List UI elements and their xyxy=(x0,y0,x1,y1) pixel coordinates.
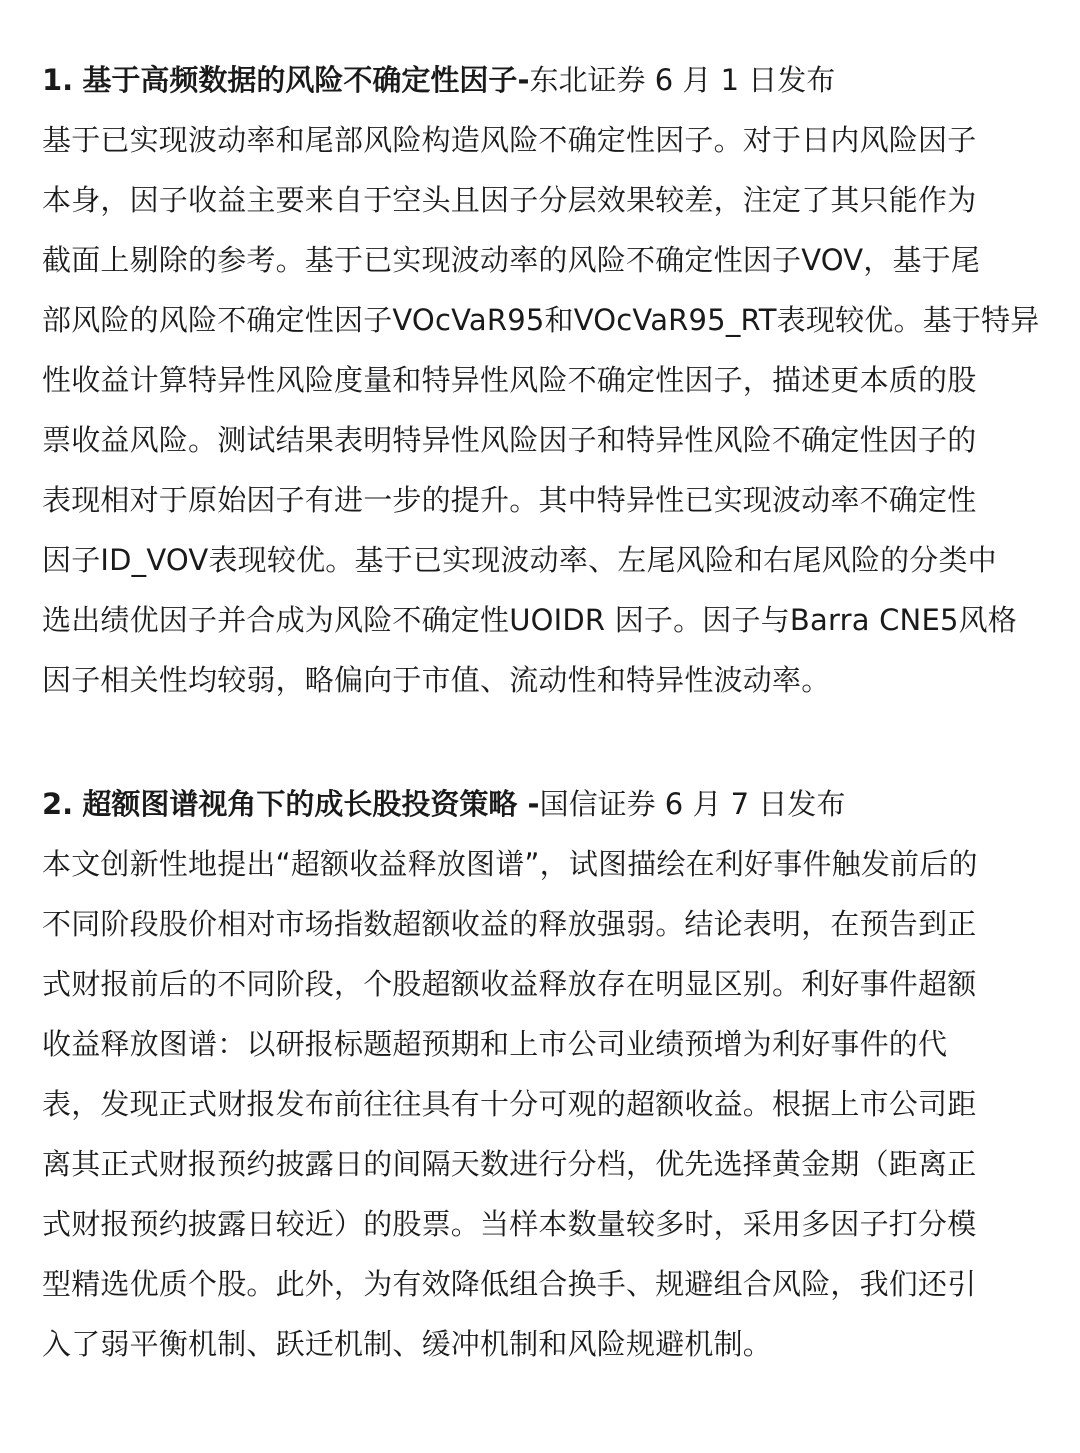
body-line: 本文创新性地提出“超额收益释放图谱”，试图描绘在利好事件触发前后的 xyxy=(42,847,978,881)
body-line: 入了弱平衡机制、跃迁机制、缓冲机制和风险规避机制。 xyxy=(42,1327,773,1361)
body-line: 式财报前后的不同阶段，个股超额收益释放存在明显区别。利好事件超额 xyxy=(42,967,977,1001)
article-title: 超额图谱视角下的成长股投资策略 xyxy=(82,787,518,821)
body-line: 表现相对于原始因子有进一步的提升。其中特异性已实现波动率不确定性 xyxy=(42,483,977,517)
article-number: 2. xyxy=(42,787,74,821)
article-2 xyxy=(42,774,1046,1374)
article-heading xyxy=(42,774,1046,834)
article-number: 1. xyxy=(42,63,74,97)
body-line: 截面上剔除的参考。基于已实现波动率的风险不确定性因子VOV，基于尾 xyxy=(42,243,981,277)
body-line: 离其正式财报预约披露日的间隔天数进行分档，优先选择黄金期（距离正 xyxy=(42,1147,977,1181)
body-line: 本身，因子收益主要来自于空头且因子分层效果较差，注定了其只能作为 xyxy=(42,183,977,217)
body-line: 选出绩优因子并合成为风险不确定性UOIDR 因子。因子与Barra CNE5风格 xyxy=(42,603,1018,637)
article-body xyxy=(42,110,1046,710)
article-separator: - xyxy=(517,787,540,821)
body-line: 票收益风险。测试结果表明特异性风险因子和特异性风险不确定性因子的 xyxy=(42,423,977,457)
article-body xyxy=(42,834,1046,1374)
article-title: 基于高频数据的风险不确定性因子 xyxy=(82,63,518,97)
body-line: 收益释放图谱：以研报标题超预期和上市公司业绩预增为利好事件的代 xyxy=(42,1027,948,1061)
article-heading xyxy=(42,50,1046,110)
article-source: 国信证券 6 月 7 日发布 xyxy=(539,787,846,821)
body-line: 表，发现正式财报发布前往往具有十分可观的超额收益。根据上市公司距 xyxy=(42,1087,977,1121)
body-line: 性收益计算特异性风险度量和特异性风险不确定性因子，描述更本质的股 xyxy=(42,363,977,397)
body-line: 部风险的风险不确定性因子VOcVaR95和VOcVaR95_RT表现较优。基于特异 xyxy=(42,303,1040,337)
article-source: 东北证券 6 月 1 日发布 xyxy=(529,63,836,97)
body-line: 型精选优质个股。此外，为有效降低组合换手、规避组合风险，我们还引 xyxy=(42,1267,977,1301)
body-line: 式财报预约披露日较近）的股票。当样本数量较多时，采用多因子打分模 xyxy=(42,1207,977,1241)
body-line: 因子ID_VOV表现较优。基于已实现波动率、左尾风险和右尾风险的分类中 xyxy=(42,543,997,577)
body-line: 基于已实现波动率和尾部风险构造风险不确定性因子。对于日内风险因子 xyxy=(42,123,977,157)
article-1 xyxy=(42,50,1046,710)
body-line: 因子相关性均较弱，略偏向于市值、流动性和特异性波动率。 xyxy=(42,663,831,697)
article-separator: - xyxy=(517,63,530,97)
body-line: 不同阶段股价相对市场指数超额收益的释放强弱。结论表明，在预告到正 xyxy=(42,907,977,941)
